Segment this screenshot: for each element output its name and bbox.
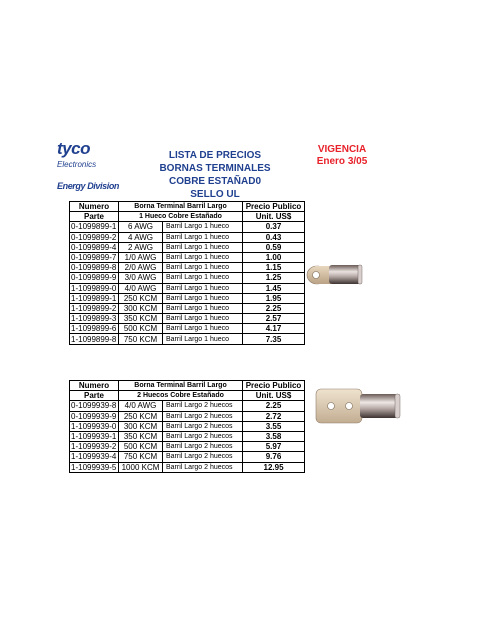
table-row bbox=[70, 462, 305, 472]
table-row bbox=[70, 293, 305, 303]
description-cell: Barril Largo 1 hueco bbox=[163, 222, 243, 232]
part-number-cell: 0-1099939-9 bbox=[70, 411, 119, 421]
part-number-cell: 1-1099899-2 bbox=[70, 303, 119, 313]
wire-size-cell: 250 KCM bbox=[119, 293, 163, 303]
part-number-cell: 1-1099939-2 bbox=[70, 442, 119, 452]
description-cell: Barril Largo 1 hueco bbox=[163, 303, 243, 313]
header-unit: Unit. US$ bbox=[243, 391, 305, 401]
title-line-3: COBRE ESTAÑAD0 bbox=[168, 176, 262, 187]
part-number-cell: 1-1099899-0 bbox=[70, 283, 119, 293]
logo-energy-division: Energy Division bbox=[57, 181, 120, 191]
logo-division: Electronics bbox=[57, 160, 97, 169]
part-number-cell: 0-1099899-2 bbox=[70, 232, 119, 242]
header-parte: Parte bbox=[70, 391, 119, 401]
description-cell: Barril Largo 2 huecos bbox=[163, 431, 243, 441]
table-row bbox=[70, 442, 305, 452]
title-line-1: LISTA DE PRECIOS bbox=[168, 150, 262, 161]
description-cell: Barril Largo 1 hueco bbox=[163, 232, 243, 242]
part-number-cell: 1-1099939-1 bbox=[70, 431, 119, 441]
price-table-1-hole bbox=[69, 201, 305, 345]
table-row bbox=[70, 452, 305, 462]
price-cell: 2.25 bbox=[243, 401, 305, 411]
wire-size-cell: 3/0 AWG bbox=[119, 273, 163, 283]
description-cell: Barril Largo 1 hueco bbox=[163, 263, 243, 273]
table-row bbox=[70, 222, 305, 232]
price-cell: 7.35 bbox=[243, 334, 305, 344]
table-row bbox=[70, 421, 305, 431]
part-number-cell: 0-1099899-4 bbox=[70, 242, 119, 252]
description-cell: Barril Largo 1 hueco bbox=[163, 293, 243, 303]
price-cell: 2.72 bbox=[243, 411, 305, 421]
wire-size-cell: 2/0 AWG bbox=[119, 263, 163, 273]
part-number-cell: 0-1099899-1 bbox=[70, 222, 119, 232]
description-cell: Barril Largo 2 huecos bbox=[163, 442, 243, 452]
price-cell: 1.15 bbox=[243, 263, 305, 273]
table-row bbox=[70, 314, 305, 324]
description-cell: Barril Largo 2 huecos bbox=[163, 411, 243, 421]
header-numero: Numero bbox=[70, 381, 119, 391]
wire-size-cell: 300 KCM bbox=[119, 303, 163, 313]
table-2-body bbox=[70, 401, 305, 472]
description-cell: Barril Largo 1 hueco bbox=[163, 334, 243, 344]
table-row bbox=[70, 401, 305, 411]
table-row bbox=[70, 273, 305, 283]
part-number-cell: 0-1099939-8 bbox=[70, 401, 119, 411]
wire-size-cell: 1/0 AWG bbox=[119, 252, 163, 262]
table-1-body bbox=[70, 222, 305, 344]
validity-date: Enero 3/05 bbox=[316, 156, 368, 167]
header-precio: Precio Publico bbox=[243, 202, 305, 212]
document-title bbox=[150, 149, 280, 201]
wire-size-cell: 6 AWG bbox=[119, 222, 163, 232]
validity-notice bbox=[300, 144, 384, 168]
part-number-cell: 1-1099899-1 bbox=[70, 293, 119, 303]
title-line-4: SELLO UL bbox=[190, 189, 240, 200]
price-cell: 0.59 bbox=[243, 242, 305, 252]
part-number-cell: 1-1099939-4 bbox=[70, 452, 119, 462]
header-borna: Borna Terminal Barril Largo bbox=[119, 202, 243, 212]
header-parte: Parte bbox=[70, 212, 119, 222]
part-number-cell: 1-1099899-3 bbox=[70, 314, 119, 324]
price-cell: 5.97 bbox=[243, 442, 305, 452]
price-cell: 2.25 bbox=[243, 303, 305, 313]
price-table-2-holes bbox=[69, 380, 305, 473]
header-numero: Numero bbox=[70, 202, 119, 212]
price-cell: 3.55 bbox=[243, 421, 305, 431]
description-cell: Barril Largo 2 huecos bbox=[163, 401, 243, 411]
company-logo bbox=[57, 139, 120, 191]
part-number-cell: 1-1099939-5 bbox=[70, 462, 119, 472]
price-cell: 3.58 bbox=[243, 431, 305, 441]
price-cell: 0.37 bbox=[243, 222, 305, 232]
header-borna: Borna Terminal Barril Largo bbox=[119, 381, 243, 391]
header-precio: Precio Publico bbox=[243, 381, 305, 391]
description-cell: Barril Largo 1 hueco bbox=[163, 242, 243, 252]
table-row bbox=[70, 283, 305, 293]
wire-size-cell: 350 KCM bbox=[119, 431, 163, 441]
table-row bbox=[70, 431, 305, 441]
single-hole-lug-image bbox=[305, 250, 365, 298]
price-cell: 0.43 bbox=[243, 232, 305, 242]
wire-size-cell: 750 KCM bbox=[119, 334, 163, 344]
wire-size-cell: 4/0 AWG bbox=[119, 401, 163, 411]
table-row bbox=[70, 263, 305, 273]
price-cell: 1.45 bbox=[243, 283, 305, 293]
wire-size-cell: 300 KCM bbox=[119, 421, 163, 431]
table-row bbox=[70, 252, 305, 262]
wire-size-cell: 250 KCM bbox=[119, 411, 163, 421]
price-cell: 9.76 bbox=[243, 452, 305, 462]
header-hueco: 1 Hueco Cobre Estañado bbox=[119, 212, 243, 222]
wire-size-cell: 500 KCM bbox=[119, 324, 163, 334]
price-cell: 12.95 bbox=[243, 462, 305, 472]
table-row bbox=[70, 324, 305, 334]
description-cell: Barril Largo 2 huecos bbox=[163, 421, 243, 431]
part-number-cell: 0-1099899-7 bbox=[70, 252, 119, 262]
table-row bbox=[70, 411, 305, 421]
part-number-cell: 0-1099899-9 bbox=[70, 273, 119, 283]
description-cell: Barril Largo 1 hueco bbox=[163, 314, 243, 324]
price-cell: 1.00 bbox=[243, 252, 305, 262]
part-number-cell: 1-1099939-0 bbox=[70, 421, 119, 431]
price-cell: 1.25 bbox=[243, 273, 305, 283]
header-hueco: 2 Huecos Cobre Estañado bbox=[119, 391, 243, 401]
part-number-cell: 0-1099899-8 bbox=[70, 263, 119, 273]
description-cell: Barril Largo 2 huecos bbox=[163, 452, 243, 462]
description-cell: Barril Largo 1 hueco bbox=[163, 283, 243, 293]
price-cell: 1.95 bbox=[243, 293, 305, 303]
header-unit: Unit. US$ bbox=[243, 212, 305, 222]
part-number-cell: 1-1099899-6 bbox=[70, 324, 119, 334]
description-cell: Barril Largo 1 hueco bbox=[163, 324, 243, 334]
title-line-2: BORNAS TERMINALES bbox=[159, 163, 271, 174]
wire-size-cell: 750 KCM bbox=[119, 452, 163, 462]
double-hole-lug-image bbox=[313, 371, 403, 441]
wire-size-cell: 1000 KCM bbox=[119, 462, 163, 472]
description-cell: Barril Largo 2 huecos bbox=[163, 462, 243, 472]
price-cell: 4.17 bbox=[243, 324, 305, 334]
part-number-cell: 1-1099899-8 bbox=[70, 334, 119, 344]
wire-size-cell: 4 AWG bbox=[119, 232, 163, 242]
table-row bbox=[70, 242, 305, 252]
logo-brand: tyco bbox=[57, 139, 90, 158]
wire-size-cell: 500 KCM bbox=[119, 442, 163, 452]
price-cell: 2.57 bbox=[243, 314, 305, 324]
description-cell: Barril Largo 1 hueco bbox=[163, 252, 243, 262]
wire-size-cell: 2 AWG bbox=[119, 242, 163, 252]
description-cell: Barril Largo 1 hueco bbox=[163, 273, 243, 283]
table-row bbox=[70, 303, 305, 313]
validity-label: VIGENCIA bbox=[317, 144, 367, 155]
table-row bbox=[70, 232, 305, 242]
wire-size-cell: 350 KCM bbox=[119, 314, 163, 324]
wire-size-cell: 4/0 AWG bbox=[119, 283, 163, 293]
table-row bbox=[70, 334, 305, 344]
